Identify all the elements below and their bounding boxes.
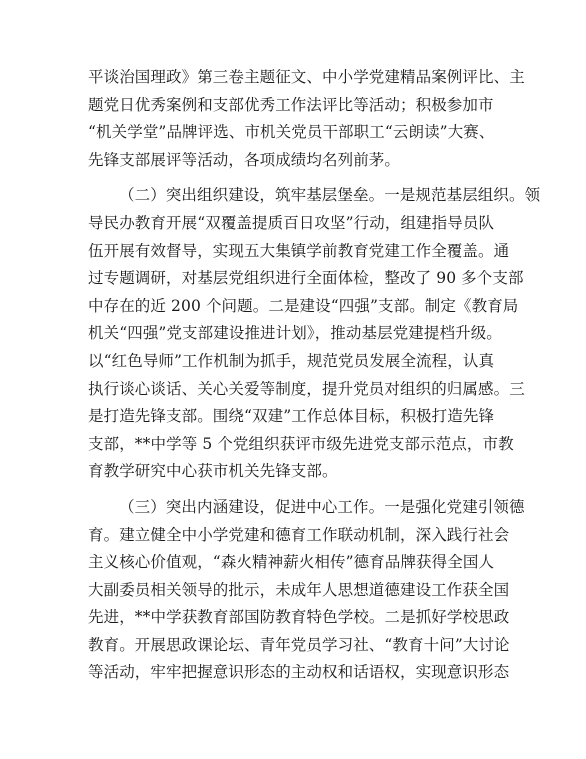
text-line: 教育。开展思政课论坛、青年党员学习社、“教育十问”大讨论 — [88, 635, 510, 654]
text-line: 题党日优秀案例和支部优秀工作法评比等活动；积极参加市 — [88, 95, 494, 114]
paragraph-1 — [88, 64, 525, 174]
text-line: “机关学堂”品牌评选、市机关党员干部职工“云朗读”大赛、 — [88, 123, 495, 142]
text-line: 支部，**中学等 5 个党组织获评市级先进党支部示范点，市教 — [88, 434, 514, 453]
text-line: 中存在的近 200 个问题。二是建设“四强”支部。制定《教育局 — [88, 296, 519, 315]
text-line: 先进，**中学获教育部国防教育特色学校。二是抓好学校思政 — [88, 608, 510, 627]
text-line: 机关“四强”党支部建设推进计划》，推动基层党建提档升级。 — [88, 324, 502, 343]
text-line: 主义核心价值观，“森火精神薪火相传”德育品牌获得全国人 — [88, 553, 495, 572]
document-body — [88, 64, 541, 687]
text-line: 大副委员相关领导的批示，未成年人思想道德建设工作获全国 — [88, 580, 510, 599]
text-line: 育教学研究中心获市机关先锋支部。 — [88, 462, 338, 481]
text-line: 平谈治国理政》第三卷主题征文、中小学党建精品案例评比、主 — [88, 68, 525, 86]
text-line: 伍开展有效督导，实现五大集镇学前教育党建工作全覆盖。通 — [88, 241, 510, 260]
text-line: 是打造先锋支部。围绕“双建”工作总体目标，积极打造先锋 — [88, 407, 495, 426]
paragraph-spacer — [88, 486, 508, 494]
text-line: 以“红色导师”工作机制为抓手，规范党员发展全流程，认真 — [88, 351, 495, 370]
text-line: 过专题调研，对基层党组织进行全面体检，整改了 90 多个支部 — [88, 269, 524, 288]
paragraph-3 — [88, 494, 525, 687]
text-line: 执行谈心谈话、关心关爱等制度，提升党员对组织的归属感。三 — [88, 379, 525, 398]
text-line: 导民办教育开展“双覆盖提质百日攻坚”行动，组建指导员队 — [88, 213, 495, 232]
paragraph-2 — [88, 182, 541, 486]
text-line: 育。建立健全中小学党建和德育工作联动机制，深入践行社会 — [88, 525, 510, 544]
text-line: 先锋支部展评等活动，各项成绩均名列前茅。 — [88, 150, 401, 169]
text-line: 等活动，牢牢把握意识形态的主动权和话语权，实现意识形态 — [88, 663, 510, 682]
section-heading-line: （二）突出组织建设，筑牢基层堡垒。一是规范基层组织。领 — [119, 186, 541, 205]
paragraph-spacer — [88, 174, 508, 182]
section-heading-line: （三）突出内涵建设，促进中心工作。一是强化党建引领德 — [119, 497, 525, 516]
